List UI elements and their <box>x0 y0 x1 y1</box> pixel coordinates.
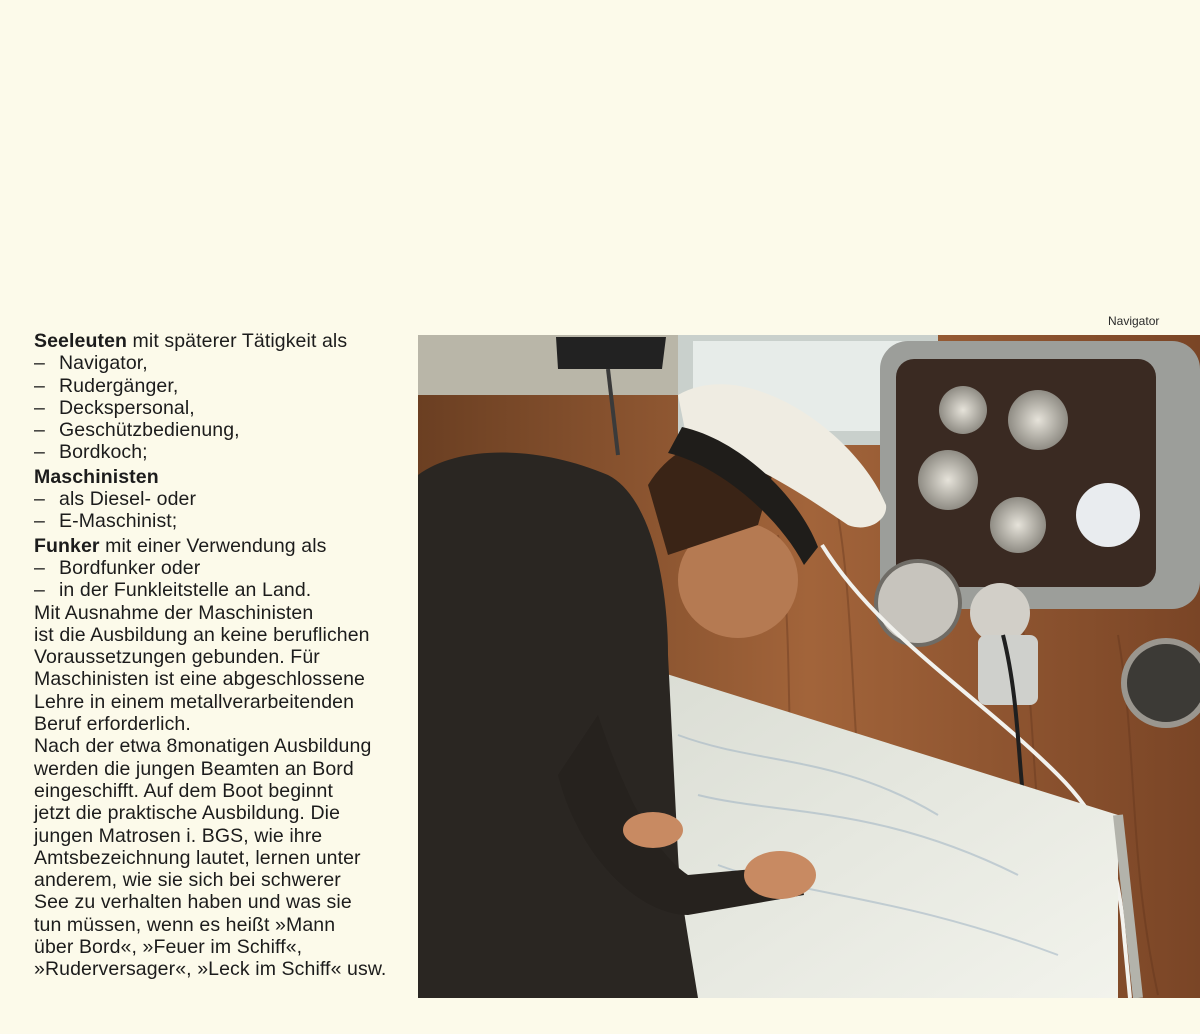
list-item-text: als Diesel- oder <box>59 488 197 511</box>
paragraph-training <box>34 735 406 980</box>
text-line: jungen Matrosen i. BGS, wie ihre <box>34 824 323 847</box>
list-maschinisten <box>34 488 406 533</box>
list-item <box>34 397 406 419</box>
text-line: Nach der etwa 8monatigen Ausbildung <box>34 735 372 758</box>
section-heading-seeleuten: Seeleuten <box>34 330 128 352</box>
section-heading-maschinisten: Maschinisten <box>34 465 159 488</box>
gauge-bracket <box>978 635 1038 705</box>
dash-bullet: – <box>34 556 45 579</box>
list-item <box>34 488 406 510</box>
dash-bullet: – <box>34 441 45 464</box>
list-item <box>34 510 406 532</box>
gauge-dial <box>939 386 987 434</box>
list-funker <box>34 557 406 602</box>
list-item <box>34 419 406 441</box>
dash-bullet: – <box>34 374 45 397</box>
list-item-text: Bordfunker oder <box>59 556 201 579</box>
text-line: »Ruderversager«, »Leck im Schiff« usw. <box>34 958 387 981</box>
dash-bullet: – <box>34 488 45 511</box>
list-item <box>34 557 406 579</box>
text-line: Maschinisten ist eine abgeschlossene <box>34 668 365 691</box>
text-line: Beruf erforderlich. <box>34 713 191 736</box>
list-seeleuten <box>34 352 406 463</box>
text-line: See zu verhalten haben und was sie <box>34 891 352 914</box>
list-item <box>34 579 406 601</box>
dash-bullet: – <box>34 352 45 375</box>
text-line: Mit Ausnahme der Maschinisten <box>34 601 314 624</box>
section-funker-intro <box>34 535 406 557</box>
dash-bullet: – <box>34 419 45 442</box>
text-line: Amtsbezeichnung lautet, lernen unter <box>34 846 361 869</box>
list-item <box>34 375 406 397</box>
desk-lamp-shade <box>556 337 666 369</box>
gauge-dial <box>918 450 978 510</box>
section-intro-text: mit einer Verwendung als <box>99 534 327 557</box>
wall-gauge <box>1124 641 1200 725</box>
navigator-hand <box>744 851 816 899</box>
section-seeleuten-intro <box>34 330 406 352</box>
list-item-text: Rudergänger, <box>59 374 179 397</box>
list-item-text: in der Funkleitstelle an Land. <box>59 579 312 602</box>
text-column <box>34 330 406 981</box>
navigator-photo <box>418 335 1200 998</box>
text-line: eingeschifft. Auf dem Boot beginnt <box>34 779 333 802</box>
gauge-dial <box>1076 483 1140 547</box>
list-item-text: Navigator, <box>59 352 148 375</box>
gauge-dial <box>990 497 1046 553</box>
section-maschinisten-intro <box>34 466 406 488</box>
list-item-text: Geschützbedienung, <box>59 419 240 442</box>
text-line: ist die Ausbildung an keine beruflichen <box>34 623 370 646</box>
list-item <box>34 441 406 463</box>
text-line: über Bord«, »Feuer im Schiff«, <box>34 936 303 959</box>
list-item <box>34 352 406 374</box>
dash-bullet: – <box>34 396 45 419</box>
dash-bullet: – <box>34 579 45 602</box>
text-line: Lehre in einem metallverarbeitenden <box>34 690 355 713</box>
list-item-text: E-Maschinist; <box>59 510 178 533</box>
wall-gauge <box>970 583 1030 643</box>
text-line: jetzt die praktische Ausbildung. Die <box>34 802 341 825</box>
gauge-dial <box>1008 390 1068 450</box>
photo-caption: Navigator <box>1108 314 1160 328</box>
text-line: anderem, wie sie sich bei schwerer <box>34 869 341 892</box>
section-heading-funker: Funker <box>34 534 100 557</box>
dash-bullet: – <box>34 510 45 533</box>
text-line: werden die jungen Beamten an Bord <box>34 757 354 780</box>
paragraph-requirements <box>34 602 406 736</box>
wall-gauge <box>876 561 960 645</box>
section-intro-text: mit späterer Tätigkeit als <box>127 330 348 352</box>
list-item-text: Deckspersonal, <box>59 396 195 419</box>
photo-illustration <box>418 335 1200 998</box>
text-line: Voraussetzungen gebunden. Für <box>34 646 320 669</box>
navigator-hand-left <box>623 812 683 848</box>
list-item-text: Bordkoch; <box>59 441 148 464</box>
text-line: tun müssen, wenn es heißt »Mann <box>34 913 336 936</box>
